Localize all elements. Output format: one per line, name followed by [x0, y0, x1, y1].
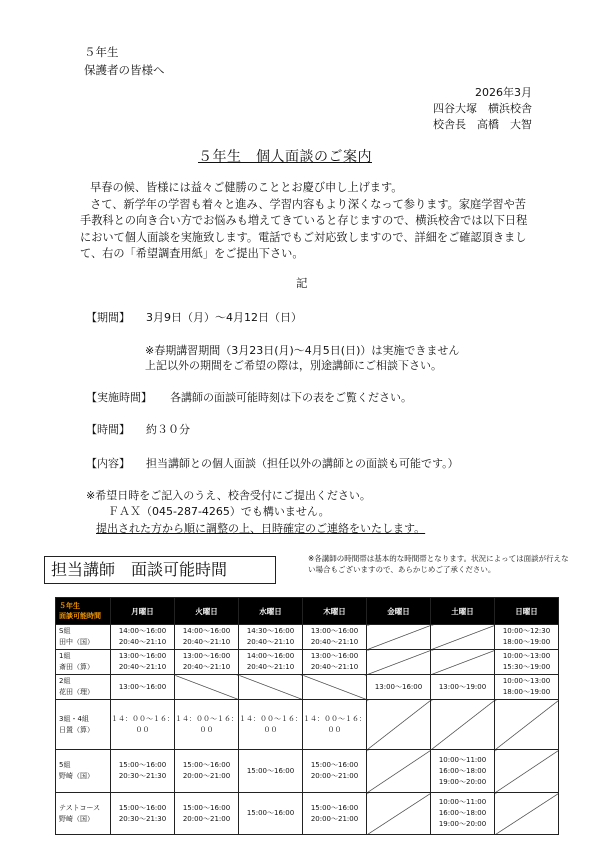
time-label: 【実施時間】 — [86, 391, 152, 404]
unavailable-cell — [431, 700, 495, 750]
slot-cell: 10:00～11:00 16:00～18:00 19:00～20:00 — [431, 750, 495, 793]
slot-cell: 15:00～16:00 20:00～21:00 — [303, 750, 367, 793]
unavailable-cell — [431, 625, 495, 650]
notice-line-2: ＦＡＸ（045-287-4265）でも構いません。 — [108, 505, 330, 518]
slot-cell: 14:30～16:00 20:40～21:10 — [239, 625, 303, 650]
school-name: 四谷大塚 横浜校舎 — [433, 102, 532, 115]
notice-line-1: ※希望日時をご記入のうえ、校舎受付にご提出ください。 — [86, 489, 371, 502]
slot-cell: 10:00～13:00 18:00～19:00 — [495, 675, 559, 700]
unavailable-cell — [239, 675, 303, 700]
slot-cell: 14:00～16:00 20:40～21:10 — [111, 625, 175, 650]
corner-header — [56, 598, 111, 625]
unavailable-cell — [367, 750, 431, 793]
day-header-tue: 火曜日 — [175, 598, 239, 625]
slot-cell: 14:00～16:00 20:40～21:10 — [239, 650, 303, 675]
slot-cell: 15:00～16:00 20:30～21:30 — [111, 793, 175, 835]
corner-label: 面談可能時間 — [59, 612, 101, 620]
day-header-thu: 木曜日 — [303, 598, 367, 625]
row-label — [56, 625, 111, 650]
content-label: 【内容】 — [86, 457, 130, 470]
teacher-name: 花田（理） — [59, 688, 94, 696]
slot-cell: 15:00～16:00 20:30～21:30 — [111, 750, 175, 793]
teacher-name: 田中（国） — [59, 638, 94, 646]
period-note-2: 上記以外の期間をご希望の際は，別途講師にご相談下さい。 — [145, 359, 442, 372]
notice-line-3: 提出された方から順に調整の上、日時確定のご連絡をいたします。 — [96, 522, 426, 535]
slot-cell: 15:00～16:00 20:00～21:00 — [303, 793, 367, 835]
table-row — [56, 625, 559, 650]
grade-line: ５年生 — [84, 45, 119, 59]
time-value: 各講師の面談可能時刻は下の表をご覧ください。 — [170, 391, 412, 404]
slot-cell: 10:00～12:30 18:00～19:00 — [495, 625, 559, 650]
slot-cell: １４：００～１６：００ — [303, 700, 367, 750]
schedule-note: ※各講師の時間帯は基本的な時間帯となります。状況によっては面談が行えない場合もございますので、あらかじめご了承ください。 — [308, 554, 569, 574]
class-name: 5組 — [59, 761, 71, 769]
slot-cell: １４：００～１６：００ — [239, 700, 303, 750]
class-name: 3組・4組 — [59, 714, 89, 723]
intro-greeting: 早春の候、皆様には益々ご健勝のこととお慶び申し上げます。 — [90, 181, 403, 194]
unavailable-cell — [367, 625, 431, 650]
slot-cell: 13:00～19:00 — [431, 675, 495, 700]
unavailable-cell — [495, 750, 559, 793]
day-header-sun: 日曜日 — [495, 598, 559, 625]
intro-text — [80, 180, 532, 263]
corner-grade: ５年生 — [59, 602, 80, 610]
principal-name: 校舎長 高橋 大智 — [433, 118, 532, 131]
class-name: S組 — [59, 627, 71, 635]
slot-cell: 13:00～16:00 — [111, 675, 175, 700]
unavailable-cell — [495, 793, 559, 835]
content-value: 担当講師との個人面談（担任以外の講師との面談も可能です。） — [146, 457, 459, 470]
slot-cell: 13:00～16:00 20:40～21:10 — [303, 625, 367, 650]
slot-cell: 14:00～16:00 20:40～21:10 — [175, 625, 239, 650]
slot-cell: 10:00～11:00 16:00～18:00 19:00～20:00 — [431, 793, 495, 835]
unavailable-cell — [431, 650, 495, 675]
class-name: 1組 — [59, 652, 71, 660]
page-title: ５年生 個人面談のご案内 — [198, 149, 372, 165]
slot-cell: 13:00～16:00 20:40～21:10 — [111, 650, 175, 675]
teacher-name: 野崎（国） — [59, 772, 94, 780]
unavailable-cell — [367, 793, 431, 835]
day-header-sat: 土曜日 — [431, 598, 495, 625]
ki-heading: 記 — [296, 276, 308, 290]
class-name: 2組 — [59, 677, 71, 685]
row-label — [56, 650, 111, 675]
slot-cell: １４：００～１６：００ — [175, 700, 239, 750]
slot-cell: 15:00～16:00 20:00～21:00 — [175, 793, 239, 835]
unavailable-cell — [367, 700, 431, 750]
table-row — [56, 700, 559, 750]
slot-cell: 13:00～16:00 — [367, 675, 431, 700]
row-label — [56, 700, 111, 750]
slot-cell: 13:00～16:00 20:40～21:10 — [303, 650, 367, 675]
unavailable-cell — [367, 650, 431, 675]
row-label — [56, 793, 111, 835]
schedule-table — [55, 597, 559, 835]
period-value: 3月9日（月）～4月12日（日） — [146, 311, 302, 324]
slot-cell: 15:00～16:00 — [239, 750, 303, 793]
table-row — [56, 750, 559, 793]
teacher-name: 日置（算） — [59, 725, 94, 734]
day-header-wed: 水曜日 — [239, 598, 303, 625]
schedule-heading: 担当講師 面談可能時間 — [44, 556, 276, 584]
issue-date: 2026年3月 — [475, 86, 532, 99]
teacher-name: 野崎（国） — [59, 814, 94, 823]
duration-value: 約３０分 — [146, 423, 190, 436]
day-header-fri: 金曜日 — [367, 598, 431, 625]
table-row — [56, 793, 559, 835]
table-row — [56, 675, 559, 700]
row-label — [56, 675, 111, 700]
unavailable-cell — [495, 700, 559, 750]
recipient-line: 保護者の皆様へ — [84, 63, 165, 77]
unavailable-cell — [175, 675, 239, 700]
period-label: 【期間】 — [86, 311, 130, 324]
day-header-mon: 月曜日 — [111, 598, 175, 625]
class-name: テストコース — [59, 803, 101, 812]
unavailable-cell — [303, 675, 367, 700]
period-note-1: ※春期講習期間（3月23日(月)～4月5日(日)）は実施できません — [145, 344, 460, 357]
intro-body: さて、新学年の学習も着々と進み、学習内容もより深くなって参ります。家庭学習や苦手教科との向き合い方でお悩みも増えてきていると存じますので、横浜校舎では以下日程において個人面談を実施致します。電話でもご対応致しますので、詳細をご確認頂きまして、右の「希望調査用紙」をご提出下さい。 — [80, 197, 528, 261]
slot-cell: 15:00～16:00 20:00～21:00 — [175, 750, 239, 793]
table-row — [56, 650, 559, 675]
slot-cell: 10:00～13:00 15:30～19:00 — [495, 650, 559, 675]
duration-label: 【時間】 — [86, 423, 130, 436]
slot-cell: 15:00～16:00 — [239, 793, 303, 835]
table-header-row — [56, 598, 559, 625]
teacher-name: 斎田（算） — [59, 663, 94, 671]
slot-cell: １４：００～１６：００ — [111, 700, 175, 750]
slot-cell: 13:00～16:00 20:40～21:10 — [175, 650, 239, 675]
row-label — [56, 750, 111, 793]
